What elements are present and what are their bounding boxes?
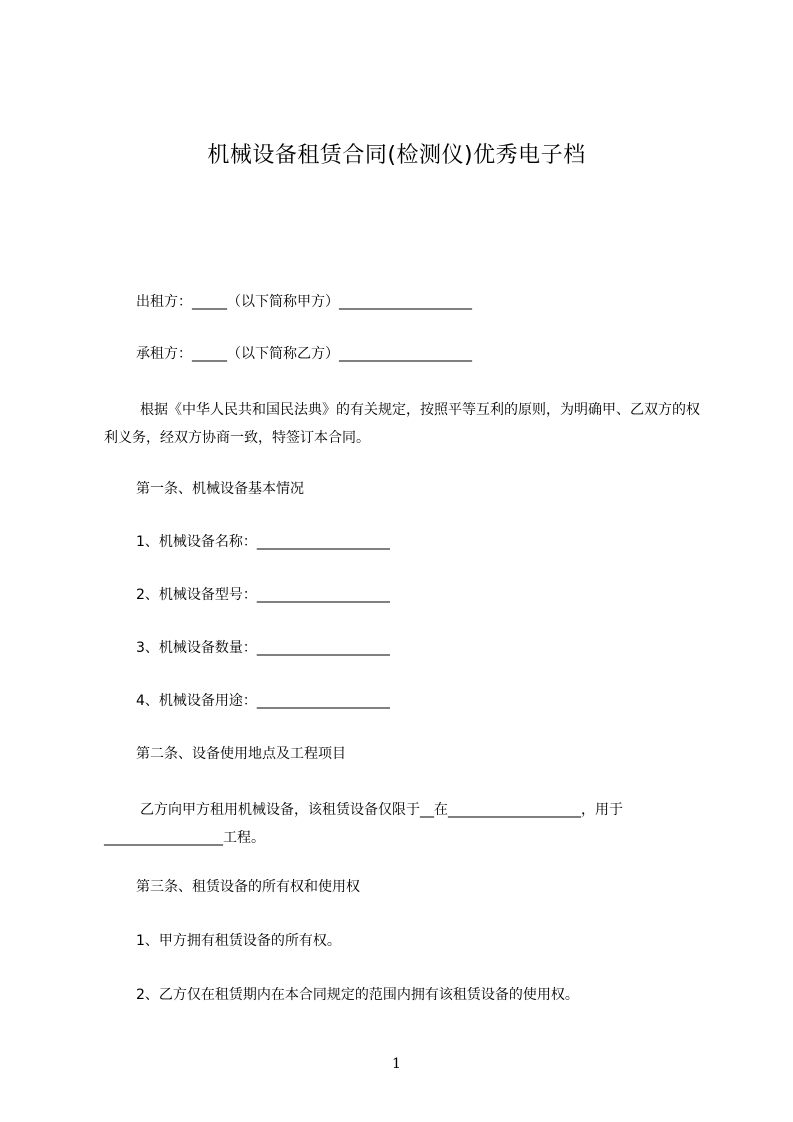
article-1-heading: 第一条、机械设备基本情况 bbox=[136, 481, 304, 497]
article-3-item-2: 2、乙方仅在租赁期内在本合同规定的范围内拥有该租赁设备的使用权。 bbox=[136, 987, 579, 1003]
lessee-line: 承租方：_____（以下简称乙方）___________________ bbox=[136, 346, 472, 362]
page-number: 1 bbox=[392, 1056, 401, 1072]
preamble-paragraph: 根据《中华人民共和国民法典》的有关规定，按照平等互利的原则，为明确甲、乙双方的权利义务，经双方协商一致，特签订本合同。 bbox=[104, 402, 700, 446]
article-1-item-3: 3、机械设备数量：___________________ bbox=[136, 640, 390, 656]
article-2-body: 乙方向甲方租用机械设备，该租赁设备仅限于__在___________________，用于_________________工程。 bbox=[104, 802, 623, 846]
document-title: 机械设备租赁合同(检测仪)优秀电子档 bbox=[207, 143, 586, 168]
article-3-item-1: 1、甲方拥有租赁设备的所有权。 bbox=[136, 933, 341, 949]
article-1-item-1: 1、机械设备名称：___________________ bbox=[136, 534, 390, 550]
article-1-item-2: 2、机械设备型号：___________________ bbox=[136, 587, 390, 603]
article-3-heading: 第三条、租赁设备的所有权和使用权 bbox=[136, 879, 360, 895]
article-2-heading: 第二条、设备使用地点及工程项目 bbox=[136, 746, 346, 762]
article-1-item-4: 4、机械设备用途：___________________ bbox=[136, 693, 390, 709]
lessor-line: 出租方：_____（以下简称甲方）___________________ bbox=[136, 294, 472, 310]
